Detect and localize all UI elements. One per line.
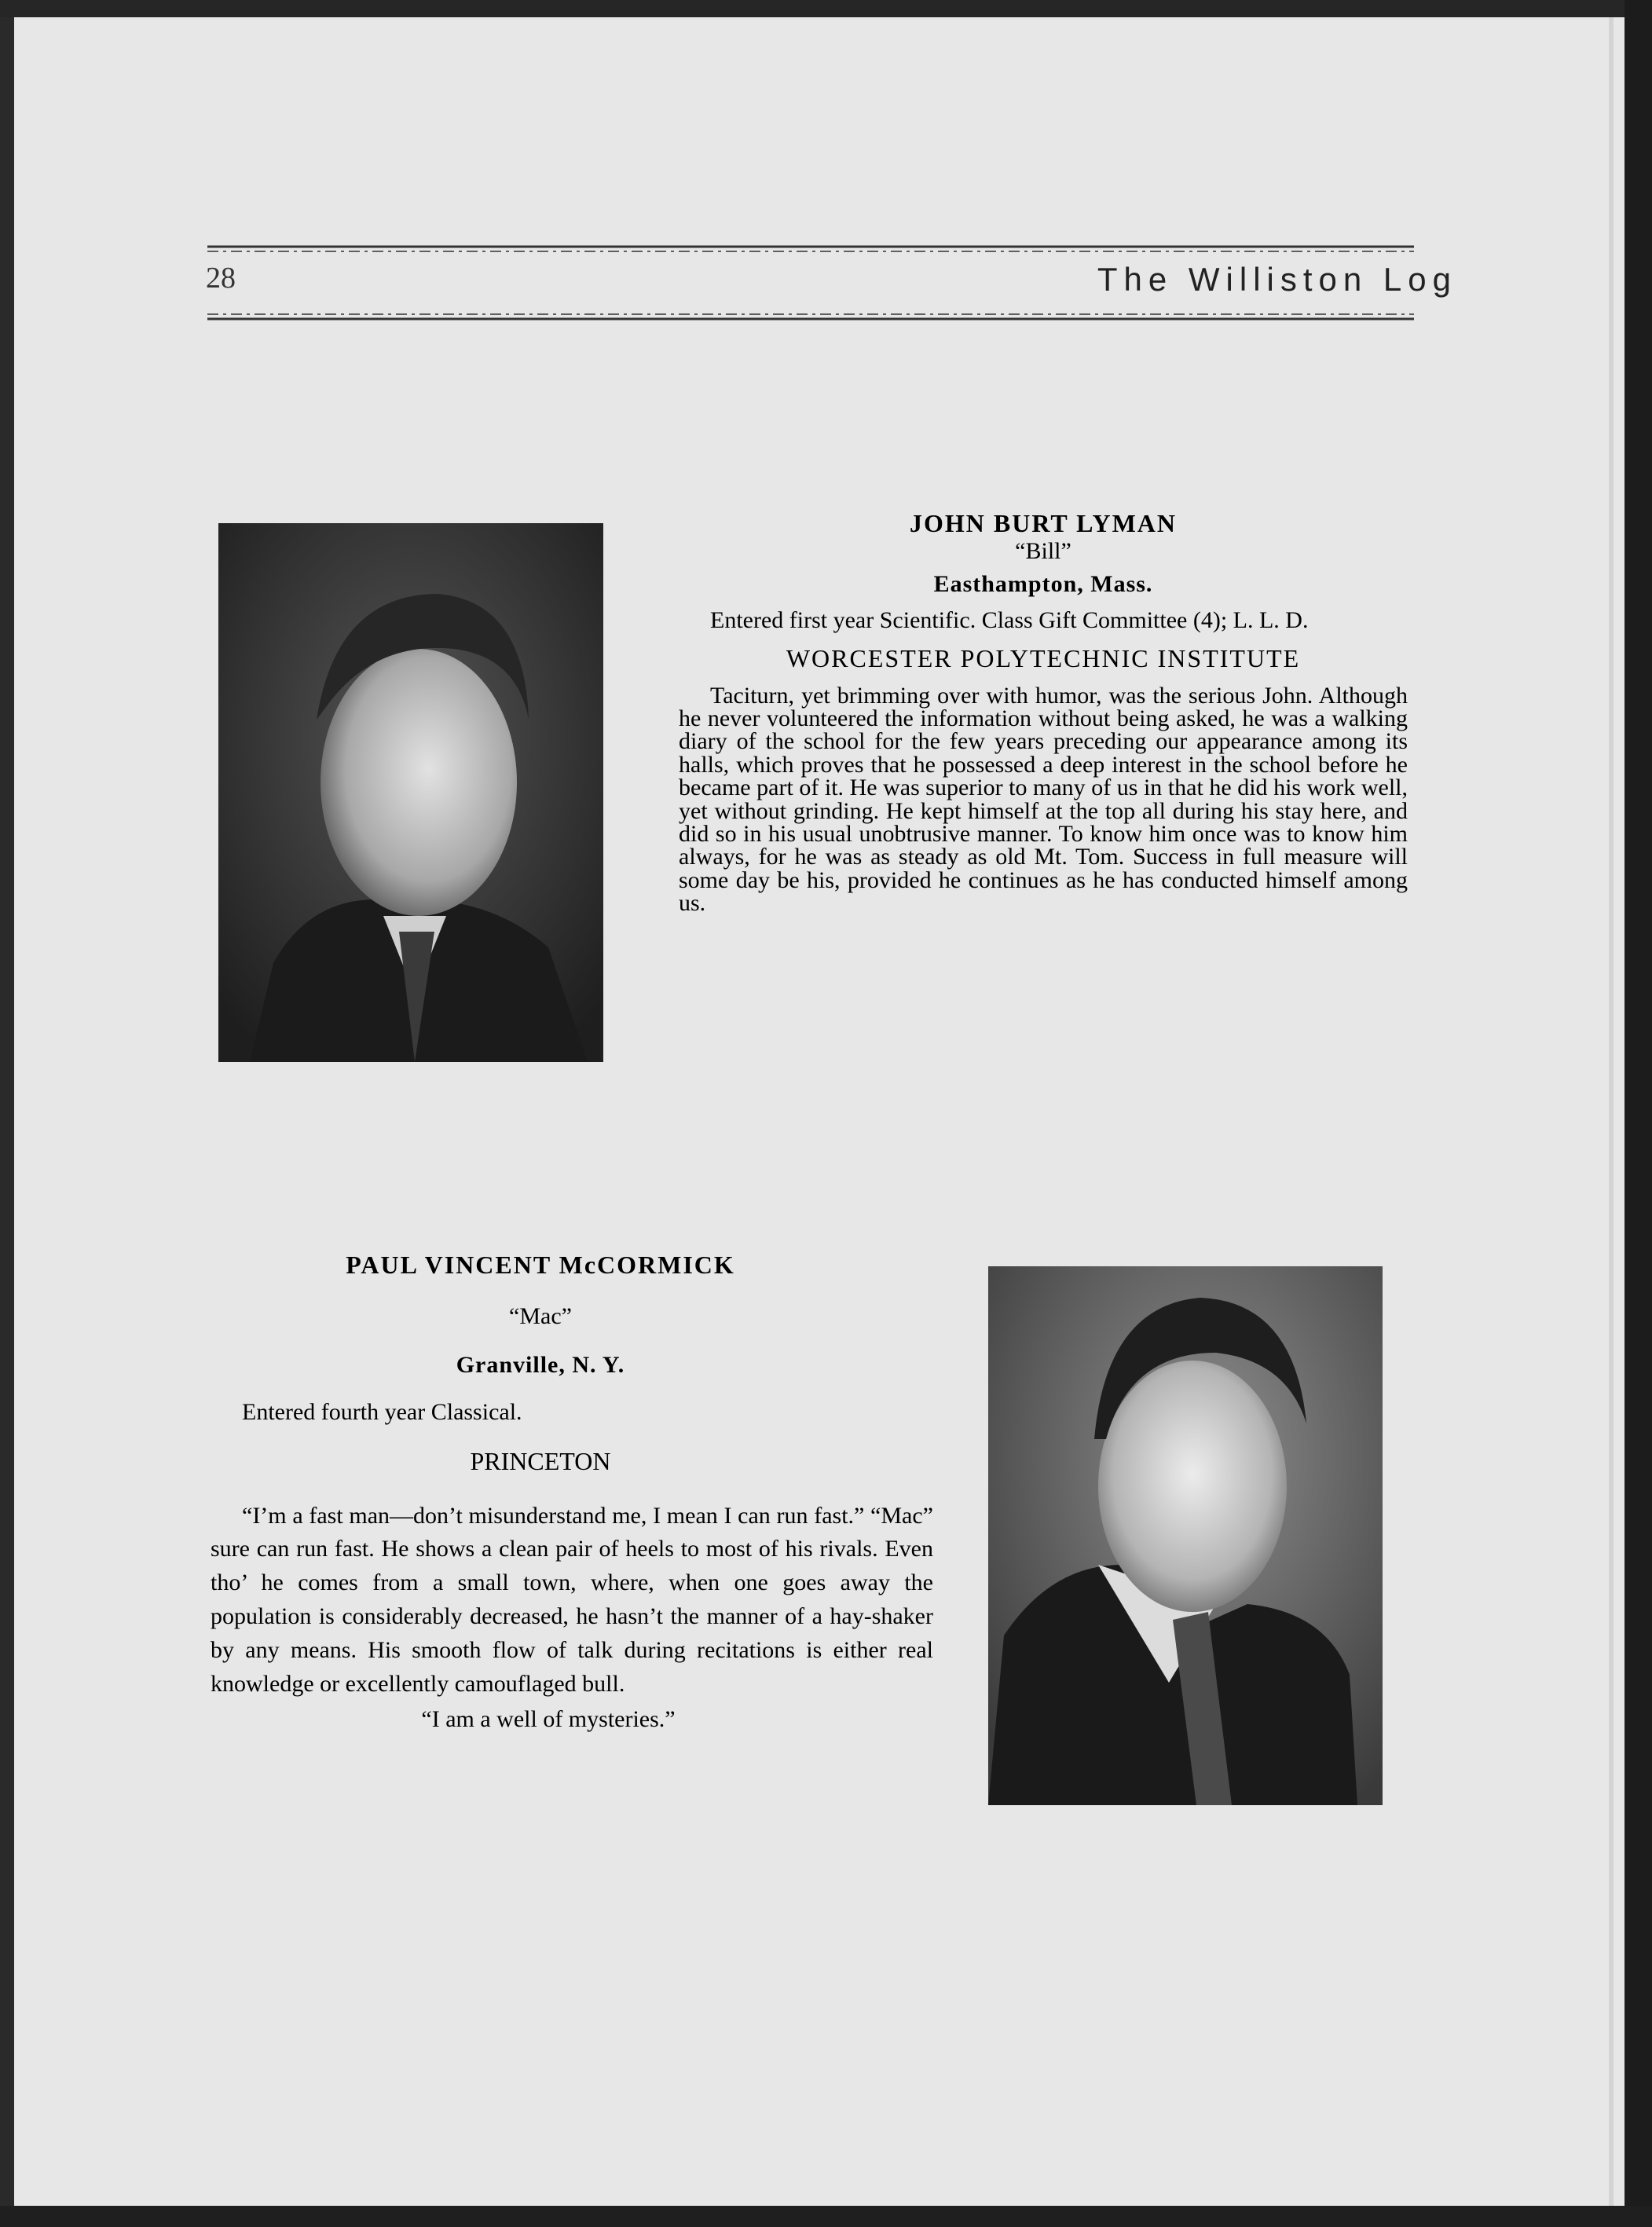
header-rule-top [207,243,1414,255]
student-writeup: “I’m a fast man—don’t misunderstand me, I mean I can run fast.” “Mac” sure can run fast. He shows a clean pair of heels to most of his rivals. Even tho’ he comes from a small town, where, when one goes away the population is considerably decreased, he hasn’t the manner of a hay-shaker by any means. His smooth flow of talk during recitations is either real knowledge or excellently camouflaged bull. [211,1502,933,1698]
student-hometown: Easthampton, Mass. [933,571,1153,597]
scan-border-right [1625,0,1652,2227]
student-record: Entered fourth year Classical. [242,1399,522,1425]
student-hometown: Granville, N. Y. [456,1352,625,1378]
student-college: WORCESTER POLYTECHNIC INSTITUTE [786,643,1301,672]
portrait-photo-mccormick [988,1266,1383,1805]
entry-lyman [679,489,1408,915]
student-nickname: “Mac” [509,1303,572,1329]
scan-border-top [0,0,1652,17]
header-rule-bottom [207,310,1414,323]
student-record: Entered first year Scientific. Class Gift Committee (4); L. L. D. [710,607,1309,633]
yearbook-page [14,17,1625,2206]
scan-border-bottom [0,2206,1652,2227]
student-quote: “I am a well of mysteries.” [421,1705,676,1732]
running-title: The Williston Log [1097,261,1457,298]
student-college: PRINCETON [470,1446,611,1475]
portrait-photo-lyman [218,523,603,1062]
student-nickname: “Bill” [1015,538,1071,564]
entry-mccormick [211,1243,933,1733]
student-writeup: Taciturn, yet brimming over with humor, was the serious John. Although he never volunteered the information without being asked, he was a walking diary of the school for the few years preceding our appearance among its halls, which proves that he possessed a deep interest in the school before he became part of it. He was superior to many of us in that he did his work well, yet without grinding. He kept himself at the top all during his stay here, and did so in his usual unobtrusive manner. To know him once was to know him always, for he was as steady as old Mt. Tom. Success in full measure will some day be his, provided he continues as he has conducted himself among us. [679,682,1408,917]
page-fold-shadow [1609,17,1614,2206]
student-name: JOHN BURT LYMAN [909,509,1178,537]
student-name: PAUL VINCENT McCORMICK [346,1251,735,1279]
page-number: 28 [206,262,236,295]
